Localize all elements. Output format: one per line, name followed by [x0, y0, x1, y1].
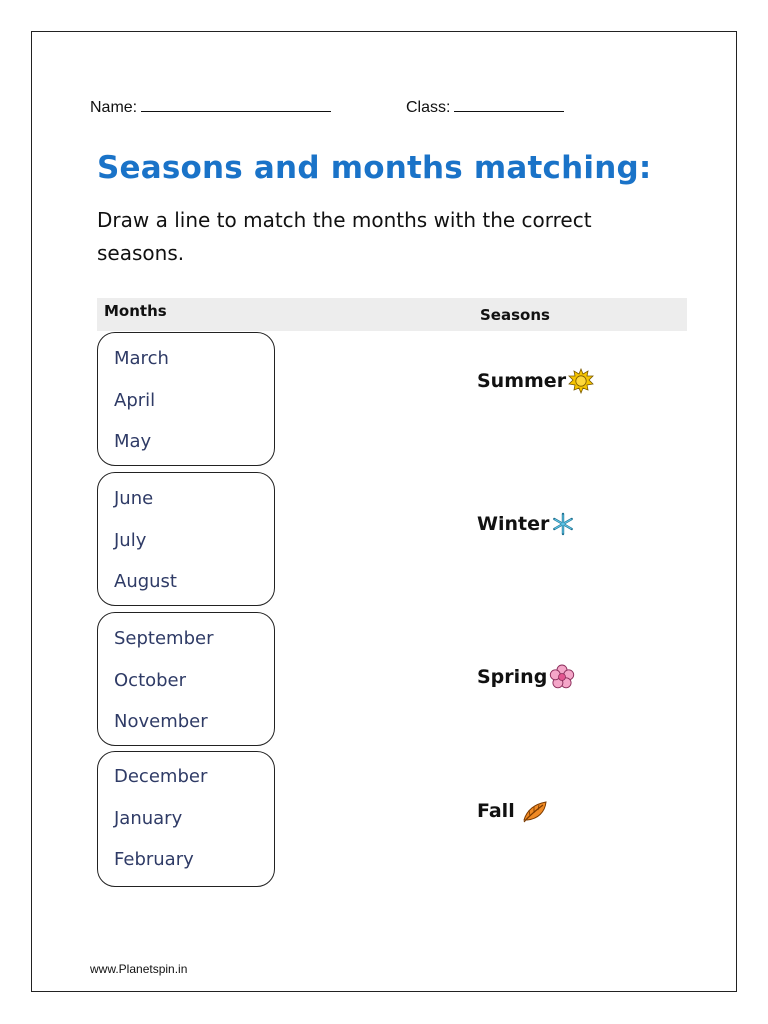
month-item: April: [114, 390, 156, 411]
name-blank[interactable]: [141, 97, 331, 112]
month-item: December: [114, 766, 208, 787]
footer-url: www.Planetspin.in: [90, 962, 188, 976]
instruction-text: Draw a line to match the months with the correct seasons.: [97, 208, 592, 265]
season-summer: [477, 368, 594, 394]
snowflake-icon: [551, 512, 575, 536]
month-item: September: [114, 628, 214, 649]
month-item: January: [114, 808, 183, 829]
month-item: February: [114, 849, 194, 870]
name-label: Name:: [90, 99, 138, 116]
leaf-icon: [521, 798, 549, 824]
season-label: Summer: [477, 370, 567, 392]
season-label: Spring: [477, 666, 548, 688]
name-field[interactable]: [90, 97, 331, 117]
class-blank[interactable]: [454, 97, 564, 112]
class-field[interactable]: [406, 97, 564, 117]
flower-icon: [549, 664, 575, 690]
season-spring: [477, 664, 575, 690]
sun-icon: [568, 368, 594, 394]
worksheet-title: Seasons and months matching:: [97, 150, 652, 186]
season-label: Fall: [477, 800, 515, 822]
month-item: November: [114, 711, 208, 732]
season-label: Winter: [477, 513, 550, 535]
season-winter: [477, 512, 575, 536]
month-item: June: [114, 488, 154, 509]
month-item: October: [114, 670, 187, 691]
month-item: March: [114, 348, 169, 369]
month-item: July: [114, 530, 147, 551]
class-label: Class:: [406, 99, 451, 116]
season-fall: [477, 798, 549, 824]
month-item: August: [114, 571, 177, 592]
months-column-header: Months: [104, 302, 167, 320]
column-header-bar: [97, 298, 687, 331]
month-item: May: [114, 431, 152, 452]
seasons-column-header: Seasons: [480, 306, 550, 324]
